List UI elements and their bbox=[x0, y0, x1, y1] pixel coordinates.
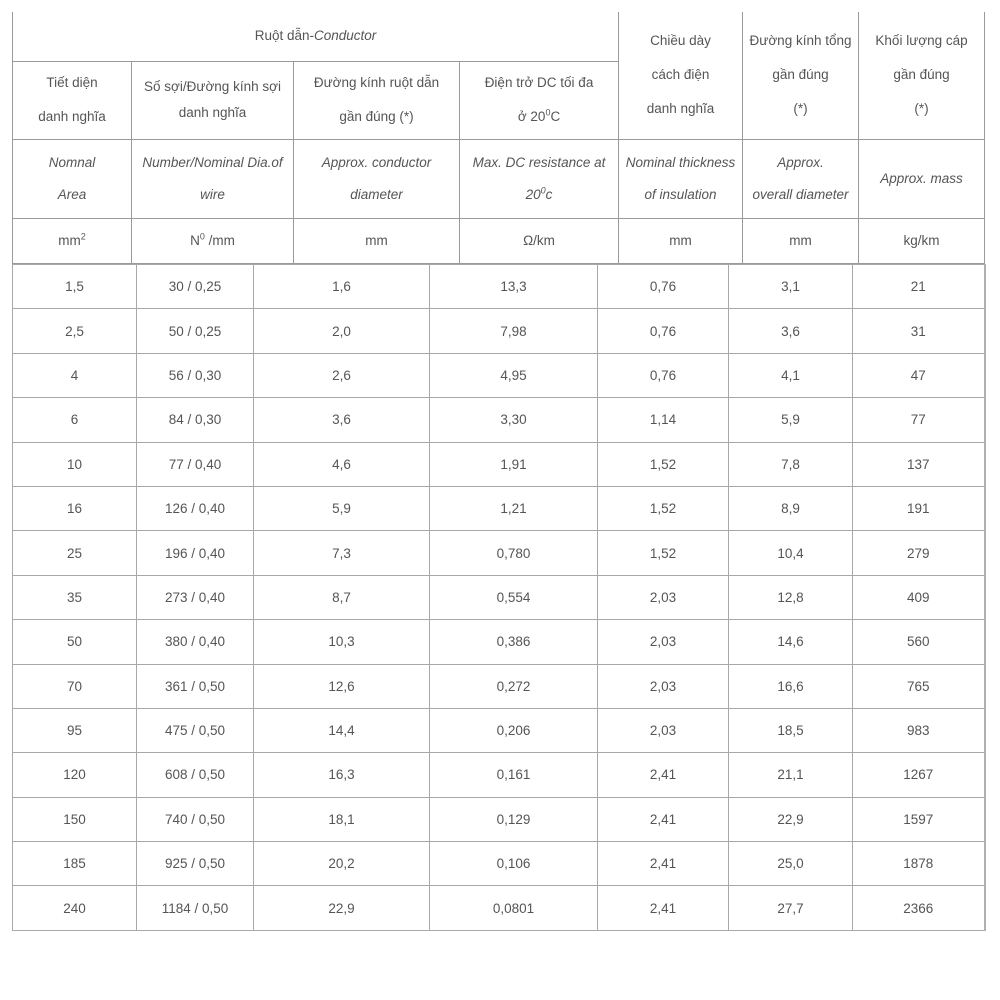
cell-overall-dia: 27,7 bbox=[729, 886, 853, 930]
header-text: Khối lượng cáp bbox=[875, 33, 968, 49]
cell-dc-res: 0,272 bbox=[430, 664, 598, 708]
table-row bbox=[13, 664, 985, 708]
cell-overall-dia: 18,5 bbox=[729, 708, 853, 752]
cell-cond-dia: 18,1 bbox=[254, 797, 430, 841]
cell-mass: 47 bbox=[853, 353, 985, 397]
cell-cond-dia: 14,4 bbox=[254, 708, 430, 752]
cell-insulation: 2,03 bbox=[598, 708, 729, 752]
cell-insulation: 1,14 bbox=[598, 398, 729, 442]
unit-overall-dia: mm bbox=[743, 218, 859, 263]
cell-dc-res: 0,554 bbox=[430, 575, 598, 619]
superscript: 0 bbox=[540, 185, 546, 195]
table-row bbox=[13, 309, 985, 353]
cell-cond-dia: 16,3 bbox=[254, 753, 430, 797]
cell-dc-res: 0,206 bbox=[430, 708, 598, 752]
cell-area: 95 bbox=[13, 708, 137, 752]
cell-dc-res: 1,91 bbox=[430, 442, 598, 486]
cell-insulation: 0,76 bbox=[598, 265, 729, 309]
header-text: cách điện bbox=[651, 67, 710, 83]
cell-strands: 196 / 0,40 bbox=[137, 531, 254, 575]
cell-overall-dia: 25,0 bbox=[729, 842, 853, 886]
cell-dc-res: 3,30 bbox=[430, 398, 598, 442]
header-text: 20 bbox=[525, 186, 541, 202]
header-cond-dia-en bbox=[294, 139, 460, 218]
cell-area: 120 bbox=[13, 753, 137, 797]
header-text: Approx. bbox=[777, 154, 824, 170]
header-text: wire bbox=[200, 186, 225, 202]
cell-dc-res: 0,780 bbox=[430, 531, 598, 575]
cell-insulation: 1,52 bbox=[598, 442, 729, 486]
header-text: Đường kính ruột dẫn bbox=[313, 75, 440, 90]
cell-strands: 77 / 0,40 bbox=[137, 442, 254, 486]
header-text: (*) bbox=[793, 101, 808, 117]
cell-cond-dia: 3,6 bbox=[254, 398, 430, 442]
cell-area: 6 bbox=[13, 398, 137, 442]
header-strands-vi bbox=[132, 61, 294, 139]
cell-dc-res: 1,21 bbox=[430, 486, 598, 530]
cell-cond-dia: 2,6 bbox=[254, 353, 430, 397]
table-row bbox=[13, 708, 985, 752]
header-text: Chiều dày bbox=[650, 33, 711, 49]
cell-overall-dia: 5,9 bbox=[729, 398, 853, 442]
cell-cond-dia: 8,7 bbox=[254, 575, 430, 619]
cell-area: 150 bbox=[13, 797, 137, 841]
cell-insulation: 1,52 bbox=[598, 531, 729, 575]
cell-strands: 30 / 0,25 bbox=[137, 265, 254, 309]
cell-strands: 1184 / 0,50 bbox=[137, 886, 254, 930]
header-text: Nominal thickness bbox=[625, 154, 736, 170]
header-text bbox=[462, 179, 616, 211]
cell-cond-dia: 4,6 bbox=[254, 442, 430, 486]
unit-insulation: mm bbox=[619, 218, 743, 263]
spec-table-header bbox=[12, 12, 985, 264]
spec-table-body bbox=[12, 264, 986, 931]
header-text: gần đúng bbox=[893, 67, 950, 83]
table-row bbox=[13, 442, 985, 486]
cell-mass: 983 bbox=[853, 708, 985, 752]
cell-overall-dia: 3,1 bbox=[729, 265, 853, 309]
header-text: ở 20 bbox=[517, 109, 546, 124]
cell-area: 2,5 bbox=[13, 309, 137, 353]
cell-insulation: 2,41 bbox=[598, 753, 729, 797]
header-text: Area bbox=[57, 186, 87, 202]
cell-mass: 191 bbox=[853, 486, 985, 530]
unit-text: mm bbox=[58, 232, 81, 248]
cell-mass: 1597 bbox=[853, 797, 985, 841]
header-overall-dia-en bbox=[743, 139, 859, 218]
header-text: Điện trở DC tối đa bbox=[484, 75, 594, 90]
cell-dc-res: 4,95 bbox=[430, 353, 598, 397]
cell-overall-dia: 4,1 bbox=[729, 353, 853, 397]
cell-cond-dia: 2,0 bbox=[254, 309, 430, 353]
header-dc-res-en bbox=[460, 139, 619, 218]
header-text: Nomnal bbox=[48, 154, 96, 170]
cell-cond-dia: 1,6 bbox=[254, 265, 430, 309]
unit-text: N bbox=[190, 232, 200, 248]
header-text: (*) bbox=[914, 101, 929, 117]
cell-area: 50 bbox=[13, 620, 137, 664]
table-row bbox=[13, 531, 985, 575]
table-row bbox=[13, 842, 985, 886]
cell-overall-dia: 22,9 bbox=[729, 797, 853, 841]
cell-area: 25 bbox=[13, 531, 137, 575]
header-overall-dia-vi bbox=[743, 12, 859, 139]
cell-cond-dia: 20,2 bbox=[254, 842, 430, 886]
superscript: 0 bbox=[199, 231, 205, 241]
cell-insulation: 2,41 bbox=[598, 842, 729, 886]
unit-dc-res: Ω/km bbox=[460, 218, 619, 263]
cell-area: 4 bbox=[13, 353, 137, 397]
cell-overall-dia: 21,1 bbox=[729, 753, 853, 797]
cell-strands: 361 / 0,50 bbox=[137, 664, 254, 708]
header-text: C bbox=[550, 109, 561, 124]
superscript: 0 bbox=[545, 107, 551, 118]
cell-insulation: 0,76 bbox=[598, 309, 729, 353]
cell-strands: 50 / 0,25 bbox=[137, 309, 254, 353]
table-row bbox=[13, 620, 985, 664]
header-text: Tiết diện bbox=[46, 75, 98, 90]
cell-area: 1,5 bbox=[13, 265, 137, 309]
header-text: danh nghĩa bbox=[646, 101, 715, 117]
header-strands-en bbox=[132, 139, 294, 218]
cell-strands: 475 / 0,50 bbox=[137, 708, 254, 752]
cell-dc-res: 7,98 bbox=[430, 309, 598, 353]
cell-strands: 608 / 0,50 bbox=[137, 753, 254, 797]
unit-text: /mm bbox=[204, 232, 235, 248]
cell-strands: 126 / 0,40 bbox=[137, 486, 254, 530]
unit-mass: kg/km bbox=[859, 218, 985, 263]
cell-mass: 560 bbox=[853, 620, 985, 664]
header-insulation-en bbox=[619, 139, 743, 218]
header-mass-en bbox=[859, 139, 985, 218]
header-mass-vi bbox=[859, 12, 985, 139]
conductor-group-header bbox=[13, 12, 619, 61]
cell-area: 240 bbox=[13, 886, 137, 930]
cell-strands: 56 / 0,30 bbox=[137, 353, 254, 397]
table-row bbox=[13, 398, 985, 442]
cell-area: 10 bbox=[13, 442, 137, 486]
cell-cond-dia: 7,3 bbox=[254, 531, 430, 575]
conductor-group-en: Conductor bbox=[314, 28, 377, 44]
cell-dc-res: 0,386 bbox=[430, 620, 598, 664]
header-text: Approx. conductor bbox=[321, 154, 432, 170]
header-text: overall diameter bbox=[752, 186, 849, 202]
header-text: gần đúng (*) bbox=[339, 109, 414, 124]
cell-mass: 765 bbox=[853, 664, 985, 708]
table-row bbox=[13, 575, 985, 619]
cell-strands: 740 / 0,50 bbox=[137, 797, 254, 841]
cell-mass: 409 bbox=[853, 575, 985, 619]
cell-overall-dia: 3,6 bbox=[729, 309, 853, 353]
table-row bbox=[13, 886, 985, 930]
table-row bbox=[13, 353, 985, 397]
cell-mass: 77 bbox=[853, 398, 985, 442]
cell-dc-res: 0,106 bbox=[430, 842, 598, 886]
cell-overall-dia: 12,8 bbox=[729, 575, 853, 619]
cell-overall-dia: 14,6 bbox=[729, 620, 853, 664]
cell-dc-res: 0,129 bbox=[430, 797, 598, 841]
cell-strands: 84 / 0,30 bbox=[137, 398, 254, 442]
cell-dc-res: 0,0801 bbox=[430, 886, 598, 930]
cell-overall-dia: 8,9 bbox=[729, 486, 853, 530]
header-text: Approx. mass bbox=[880, 170, 963, 186]
header-text: Number/Nominal Dia.of bbox=[142, 154, 283, 170]
cell-dc-res: 13,3 bbox=[430, 265, 598, 309]
header-insulation-vi bbox=[619, 12, 743, 139]
table-row bbox=[13, 797, 985, 841]
cell-mass: 137 bbox=[853, 442, 985, 486]
cell-cond-dia: 12,6 bbox=[254, 664, 430, 708]
table-row bbox=[13, 486, 985, 530]
cell-mass: 1267 bbox=[853, 753, 985, 797]
header-text: Số sợi/Đường kính sợi bbox=[144, 79, 281, 94]
cell-dc-res: 0,161 bbox=[430, 753, 598, 797]
header-text: Đường kính tổng bbox=[749, 33, 852, 49]
cell-mass: 31 bbox=[853, 309, 985, 353]
header-dc-res-vi bbox=[460, 61, 619, 139]
unit-strands bbox=[132, 218, 294, 263]
cell-insulation: 2,03 bbox=[598, 575, 729, 619]
cell-insulation: 2,03 bbox=[598, 664, 729, 708]
unit-area bbox=[13, 218, 132, 263]
header-text: of insulation bbox=[644, 186, 717, 202]
conductor-group-vi: Ruột dẫn- bbox=[254, 28, 315, 44]
header-text: diameter bbox=[350, 186, 403, 202]
table-row bbox=[13, 265, 985, 309]
header-text: danh nghĩa bbox=[178, 105, 247, 120]
cell-insulation: 2,41 bbox=[598, 886, 729, 930]
cell-area: 185 bbox=[13, 842, 137, 886]
cell-overall-dia: 16,6 bbox=[729, 664, 853, 708]
cell-insulation: 0,76 bbox=[598, 353, 729, 397]
cell-mass: 21 bbox=[853, 265, 985, 309]
cell-mass: 279 bbox=[853, 531, 985, 575]
cell-overall-dia: 10,4 bbox=[729, 531, 853, 575]
cell-strands: 273 / 0,40 bbox=[137, 575, 254, 619]
unit-cond-dia: mm bbox=[294, 218, 460, 263]
table-row bbox=[13, 753, 985, 797]
header-text bbox=[462, 100, 616, 134]
cell-insulation: 1,52 bbox=[598, 486, 729, 530]
superscript: 2 bbox=[80, 231, 86, 241]
cell-insulation: 2,41 bbox=[598, 797, 729, 841]
cell-mass: 2366 bbox=[853, 886, 985, 930]
cell-insulation: 2,03 bbox=[598, 620, 729, 664]
cell-cond-dia: 22,9 bbox=[254, 886, 430, 930]
cell-strands: 925 / 0,50 bbox=[137, 842, 254, 886]
cell-strands: 380 / 0,40 bbox=[137, 620, 254, 664]
header-text: Max. DC resistance at bbox=[472, 154, 606, 170]
header-cond-dia-vi bbox=[294, 61, 460, 139]
cell-mass: 1878 bbox=[853, 842, 985, 886]
header-text: c bbox=[545, 186, 553, 202]
header-text: danh nghĩa bbox=[38, 109, 106, 124]
cell-cond-dia: 10,3 bbox=[254, 620, 430, 664]
cell-cond-dia: 5,9 bbox=[254, 486, 430, 530]
cell-area: 35 bbox=[13, 575, 137, 619]
header-area-en bbox=[13, 139, 132, 218]
cell-area: 70 bbox=[13, 664, 137, 708]
header-area-vi bbox=[13, 61, 132, 139]
cell-overall-dia: 7,8 bbox=[729, 442, 853, 486]
header-text: gần đúng bbox=[772, 67, 829, 83]
cell-area: 16 bbox=[13, 486, 137, 530]
